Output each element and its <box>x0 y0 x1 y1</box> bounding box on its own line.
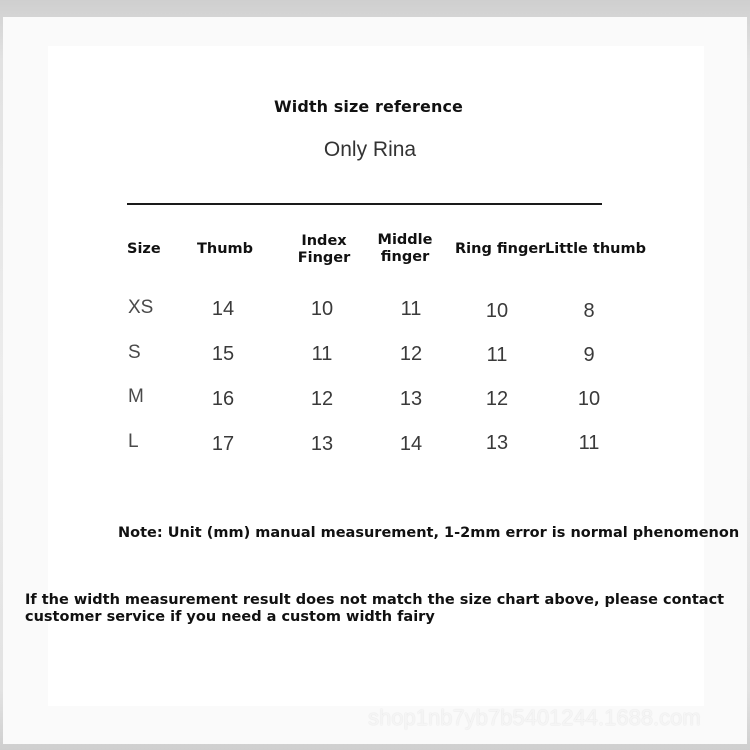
contact-notice: If the width measurement result does not match the size chart above, please contact customer service if you need a custom width fairy <box>25 592 725 625</box>
row-m-middle: 13 <box>399 388 423 410</box>
row-s-little: 9 <box>583 344 595 366</box>
page-title: Width size reference <box>274 97 463 116</box>
row-xs-thumb: 14 <box>211 298 235 320</box>
row-s-thumb: 15 <box>211 343 235 365</box>
header-thumb: Thumb <box>196 241 254 257</box>
header-size: Size <box>127 241 161 257</box>
row-l-little: 11 <box>578 432 600 454</box>
row-l-ring: 13 <box>485 432 509 454</box>
row-m-index: 12 <box>310 388 334 410</box>
row-xs-index: 10 <box>310 298 334 320</box>
row-xs-middle: 11 <box>400 298 422 320</box>
row-xs-little: 8 <box>583 300 595 322</box>
header-little-thumb: Little thumb <box>545 241 646 257</box>
row-xs-size: XS <box>128 297 154 318</box>
row-s-size: S <box>128 342 141 363</box>
header-index-line1: Index <box>301 233 347 249</box>
row-l-index: 13 <box>310 433 334 455</box>
row-m-thumb: 16 <box>211 388 235 410</box>
header-middle-finger <box>375 232 435 266</box>
measurement-note: Note: Unit (mm) manual measurement, 1-2mm error is normal phenomenon <box>118 525 740 541</box>
header-middle-line2: finger <box>380 249 430 265</box>
row-s-index: 11 <box>311 343 333 365</box>
row-m-size: M <box>128 386 144 407</box>
header-ring-finger: Ring finger <box>455 241 546 257</box>
header-middle-line1: Middle <box>377 232 433 248</box>
row-l-middle: 14 <box>399 433 423 455</box>
row-s-middle: 12 <box>399 343 423 365</box>
shop-watermark: shop1nb7yb7b5401244.1688.com <box>368 705 701 730</box>
divider-line <box>127 203 602 205</box>
header-index-line2: Finger <box>297 250 351 266</box>
row-m-little: 10 <box>577 388 601 410</box>
row-s-ring: 11 <box>486 344 508 366</box>
header-index-finger <box>295 233 353 267</box>
row-xs-ring: 10 <box>485 300 509 322</box>
row-l-thumb: 17 <box>211 433 235 455</box>
row-m-ring: 12 <box>485 388 509 410</box>
row-l-size: L <box>128 431 139 452</box>
brand-name: Only Rina <box>323 138 417 161</box>
